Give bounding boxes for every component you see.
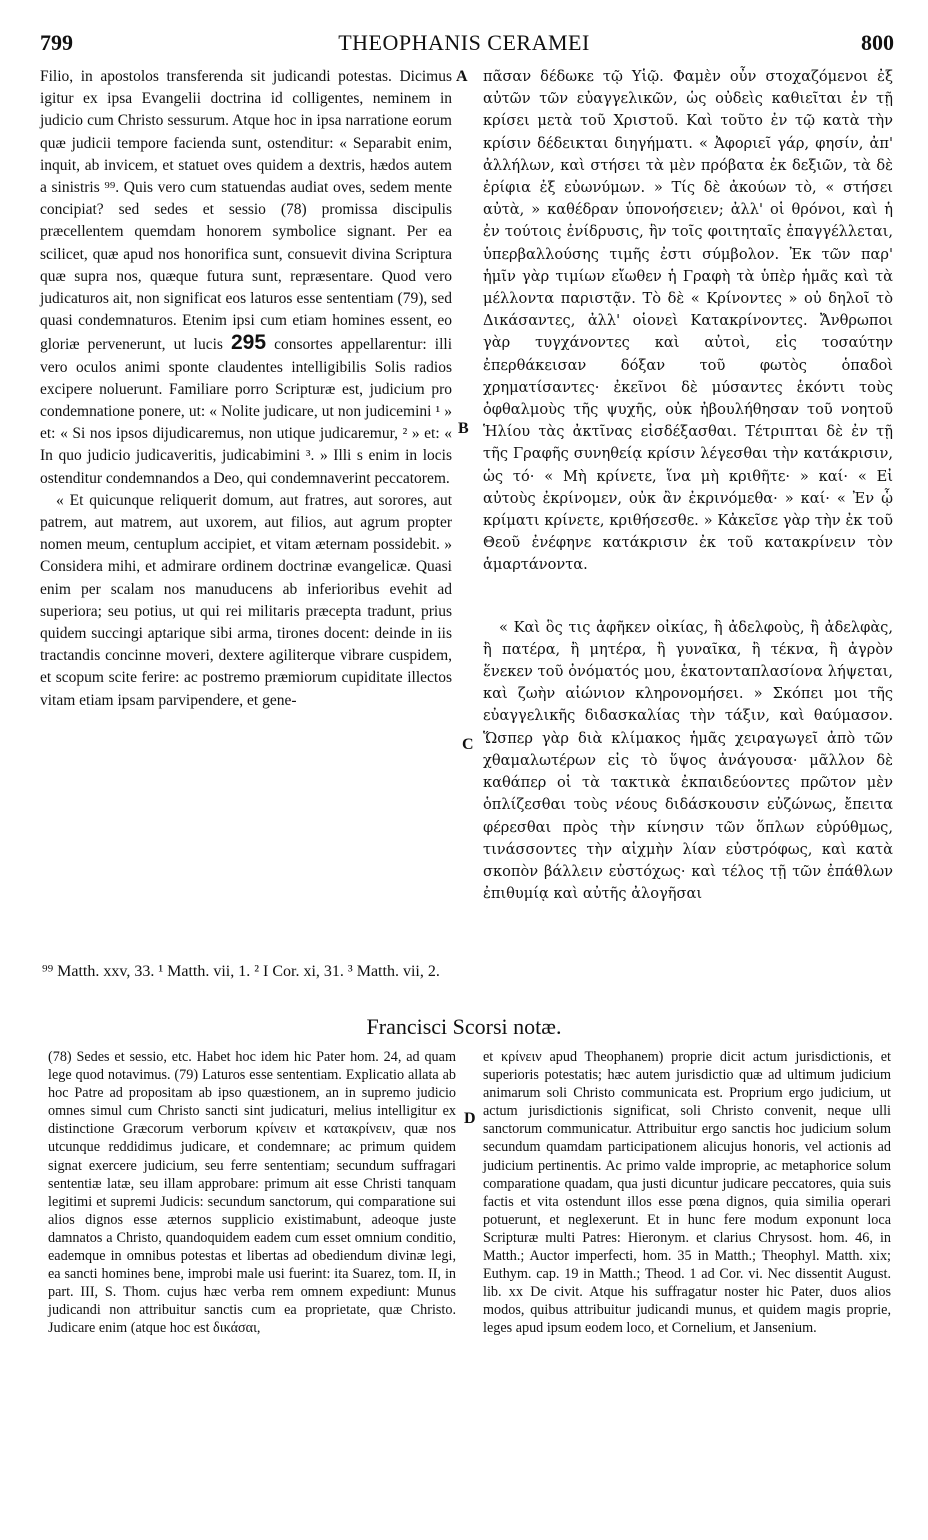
margin-letter-b: B (458, 420, 469, 437)
latin-column (40, 66, 452, 712)
inline-page-number: 295 (231, 331, 267, 355)
margin-letter-c: C (462, 736, 474, 753)
notes-right-column (483, 1048, 891, 1338)
greek-paragraph: « Καὶ ὃς τις ἀφῆκεν οἰκίας, ἢ ἀδελφοὺς, ἢ ἀδελφὰς, ἢ πατέρα, ἢ μητέρα, ἢ γυναῖκα, ἢ τέκνα, ἢ ἀγρὸν ἕνεκεν τοῦ ὀνόματός μου, ἑκατονταπλασίονα λήψεται, καὶ ζωὴν αἰώνιον κληρονομήσει. » Σκόπει μοι τῆς εὐαγγελικῆς διδασκαλίας τὴν τάξιν, καὶ θαύμασον. Ὥσπερ γὰρ διὰ κλίμακος ἡμᾶς χειραγωγεῖ ἀπὸ τῶν χθαμαλωτέρων εἰς τὸ ὕψος ἀνάγουσα· μᾶλλον δὲ καθάπερ οἱ τὰ τακτικὰ ἐκπαιδεύοντες πρῶτον μὲν ὁπλίζεσθαι τοὺς νέους διδάσκουσιν εὐζώνως, ἔπειτα φέρεσθαι πρὸς τὴν κίνησιν τῶν ὅπλων εὐρύθμως, τινάσσοντες τὴν αἰχμὴν λίαν εὐστρόφως, καὶ κατὰ σκοπὸν βάλλειν εὐστόχως· καὶ τέλος τῇ τῶν ἐπάθλων ἐπιθυμίᾳ καὶ αὐτῆς ἀλογῆσαι (483, 618, 893, 903)
notes-paragraph: (78) Sedes et sessio, etc. Habet hoc idem hic Pater hom. 24, ad quam lege quod notavimus. (79) Laturos esse sententiam. Explicatio allata ab hoc Patre ad propositam ab ipso quæstionem, an in supremo judicio omnes simul cum Christo sancti sint judicaturi, melius intelligitur ex distinctione Græcorum verborum κρίνειν et κατακρίνειν, quæ nos utcunque reddidimus judicare, et condemnare; ac primum quidem signat exercere judicium, seu ferre sententiam; secundum suffragari sententiæ latæ, seu illam approbare: primum ait esse Christi tanquam legitimi et supremi Judicis: secundum sanctorum, qui comparatione sui alios dignos esse æternos supplicio existimabunt, adeoque juste damnatos a Christo, quandoquidem eadem cum esset omnium conditio, eademque in omnibus potestas et libertas ad obediendum divinæ legi, ea sancti homines bene, improbi male usi fuerint: ita Suarez, tom. II, in part. III, S. Thom. cujus hæc verba rem omnem expediunt: Munus judicandi non attribuitur sanctis cum ea proprietate, quæ Christo. Judicare enim (atque hoc est δικάσαι, (48, 1049, 456, 1337)
page-number-left: 799 (40, 30, 73, 55)
running-title: THEOPHANIS CERAMEI (338, 30, 590, 55)
notes-left-column (48, 1048, 456, 1338)
margin-letter-d: D (464, 1110, 476, 1127)
notes-title: Francisci Scorsi notæ. (366, 1014, 562, 1039)
notes-paragraph: et κρίνειν apud Theophanem) proprie dicit actum jurisdictionis, et superioris potestatis; hæc autem jurisdictio quæ ad ultimum judicium animarum soli Christo communicata est. Proprium ergo judicium, ut actum jurisdictionis significat, soli Christo convenit, neque ulli sanctorum communicatur. Attribuitur ergo sanctis hoc judicium solum secundum quamdam participationem alicujus honoris, vel actionis ad judicium pertinentis. Ac primo valde improprie, ac metaphorice solum comparatione quadam, qua justi dicuntur judicare peccatores, quia suis factis et vita ostendunt illos esse pœna dignos, quia similia operari potuerunt, et neglexerunt. Et in hunc fere modum exponunt loca Scripturæ multi Patres: Hieronym. et clarius Chrysost. hom. 46, in Matth.; Auctor imperfecti, hom. 35 in Matth.; Theophyl. Matth. xix; Euthym. cap. 19 in Matth.; Theod. 1 ad Cor. vi. Nec dissentit August. lib. xx De civit. Atque his suffragatur noster hic Pater, duos alios modos, quibus attribuitur judicandi munus, et quidem magis proprie, leges apud ipsum eodem loco, et Cornelium, et Jansenium. (483, 1049, 891, 1337)
latin-paragraph: « Et quicunque reliquerit domum, aut fratres, aut sorores, aut patrem, aut matrem, aut uxorem, aut filios, aut agrum propter nomen meum, centuplum accipiet, et vitam æternam possidebit. » Considera mihi, et admirare ordinem doctrinæ evangelicæ. Quasi enim per scalam nos manuducens ab inferioribus evehit ad superiora; seu potius, ut qui rei militaris præcepta tradunt, prius quidem succingi aptarique sibi arma, tirones docent: deinde in iis tractandis concinne moveri, dextere agiliterque vibrare cuspidem, et scopum scite ferire: ac postremo præmiorum cupiditate illectos vitam etiam ipsam parvipendere, et gene- (40, 491, 452, 709)
page-header (0, 30, 928, 62)
latin-paragraph: Filio, in apostolos transferenda sit judicandi potestas. Dicimus igitur ex ipsa Evangelii doctrina id colligentes, neminem in judicio cum Christo sessurum. Atque hoc in ipsa narratione eorum quæ judicii tempore facienda sunt, ostenditur: « Separabit enim, inquit, ab invicem, et statuet oves quidem a dextris, hædos autem a sinistris ⁹⁹. Quis vero cum statuendas audiat oves, sedem mente concipiat? sed sedes et sessio (78) promissa discipulis præcellentem quemdam honorem symbolice signant. Per ea scilicet, quæ apud nos honorifica sunt, consuevit divina Scriptura quæ supra nos, quæque futura sunt, repræsentare. Quod vero judicaturos ait, non significat eos laturos esse sententiam (79), sed quasi condemnaturos. Etenim ipsi cum etiam homines essent, eo gloriæ pervenerunt, ut lucis 295 consortes appellarentur: illi vero oculos animi sponte claudentes intelligibilis Solis radios excipere noluerunt. Familiare porro Scripturæ est, judicium pro condemnatione ponere, ut: « Nolite judicare, ut non judicemini ¹ » et: « Si nos ipsos dijudicaremus, non utique judicaremur, ² » et: « In quo judicio judicaveritis, judicabimini ³. » Illi s enim in locis ostenditur condemnandos a Deo, qui condemnaverint peccatorem. (40, 68, 453, 487)
greek-paragraph: πᾶσαν δέδωκε τῷ Υἱῷ. Φαμὲν οὖν στοχαζόμενοι ἐξ αὐτῶν τῶν εὐαγγελικῶν, ὡς οὐδεὶς καθιεῖται ἐν τῇ κρίσει μετὰ τοῦ Χριστοῦ. Καὶ τοῦτο ἐν τῷ κατὰ τὴν κρίσιν δέδεικται διηγήματι. « Ἀφοριεῖ γάρ, φησίν, ἀπ' ἀλλήλων, καὶ στήσει τὰ μὲν πρόβατα ἐκ δεξιῶν, τὰ δὲ ἐρίφια ἐξ εὐωνύμων. » Τίς δὲ ἀκούων τὸ, « στήσει αὐτὰ, » καθέδραν ὑπονοήσειεν; ἀλλ' οἱ θρόνοι, καὶ ἡ ἐν τούτοις ἐνίδρυσις, ἣν τοῖς φοιτηταῖς ἐπαγγέλλεται, ὑπερβαλλούσης τιμῆς ἐστι σύμβολον. Ἐκ τῶν παρ' ἡμῖν γὰρ τιμίων εἴωθεν ἡ Γραφὴ τὰ ὑπὲρ ἡμᾶς καὶ τὰ μέλλοντα παριστᾷν. Τὸ δὲ « Κρίνοντες » οὐ δηλοῖ τὸ Δικάσαντες, ἀλλ' οἱονεὶ Κατακρίνοντες. Ἄνθρωποι γὰρ τυγχάνοντες καὶ αὐτοὶ, εἰς τοσαύτην ἐπερθάκεισαν δόξαν τοῦ φωτὸς ὁπαδοὶ χρηματίσαντες· ἐκεῖνοι δὲ μύσαντες ἑκόντι τοὺς ὀφθαλμοὺς τῆς ψυχῆς, οὐκ ἠβουλήθησαν τοῦ νοητοῦ Ἡλίου τὰς ἀκτῖνας εἰσδέξασθαι. Τέτριπται δὲ ἐν τῇ τῆς Γραφῆς συνηθείᾳ κρίσιν λέγεσθαι τὴν κατάκρισιν, ὡς τό· « Μὴ κρίνετε, ἵνα μὴ κριθῆτε· » καί· « Εἰ αὐτοὺς ἐκρίνομεν, οὐκ ἂν ἐκρινόμεθα· » καί· « Ἐν ᾧ κρίματι κρίνετε, κριθήσεσθε. » Κἀκεῖσε γὰρ τὴν ἐκ τοῦ Θεοῦ ἐνέφηνε κατάκρισιν ἐκ τοῦ κατακρίνειν τὸν ἁμαρτάνοντα. (483, 68, 893, 574)
margin-letter-a: A (456, 68, 468, 85)
footnotes: ⁹⁹ Matth. xxv, 33. ¹ Matth. vii, 1. ² I Cor. xi, 31. ³ Matth. vii, 2. (42, 963, 440, 980)
greek-column (483, 66, 893, 905)
page-number-right: 800 (861, 30, 894, 55)
